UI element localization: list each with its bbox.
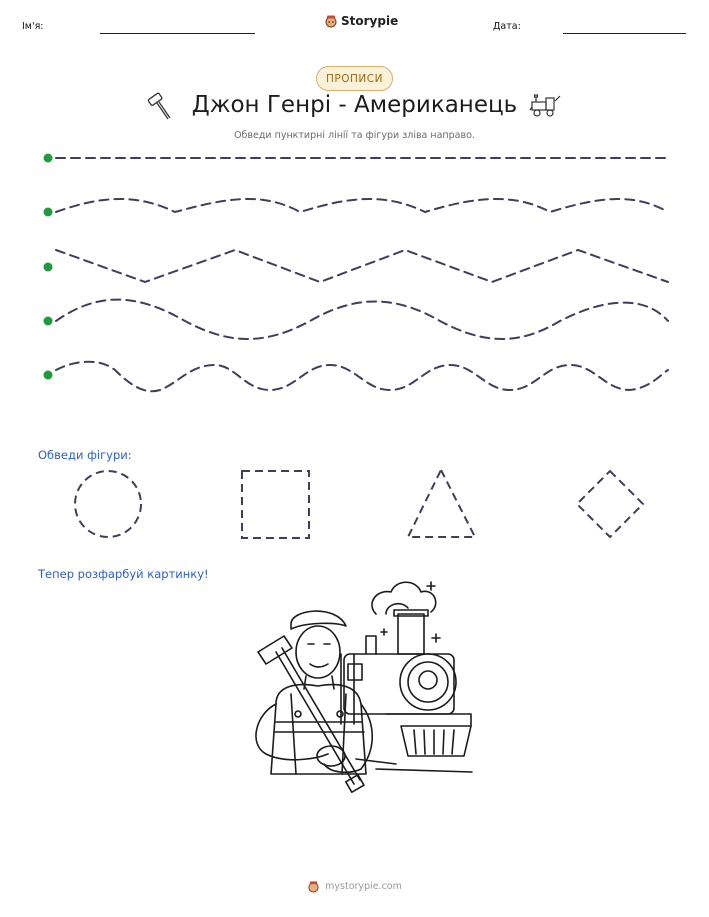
storypie-mascot-icon [324,14,338,28]
name-write-line[interactable] [100,33,255,34]
tracing-area [0,140,709,400]
shapes-section-label: Обведи фігури: [38,448,132,462]
tracing-line-bumpy-wave[interactable] [56,362,668,392]
trace-square[interactable] [242,471,309,538]
tracing-line-zigzag[interactable] [56,250,668,282]
start-dot [44,371,53,380]
date-label: Дата: [493,21,521,32]
tracing-line-wave[interactable] [56,199,668,212]
trace-circle[interactable] [75,471,141,537]
date-write-line[interactable] [563,33,686,34]
trace-diamond[interactable] [577,471,643,537]
brand-logo [324,14,398,28]
coloring-picture[interactable] [236,574,476,794]
start-dot [44,154,53,163]
locomotive-icon [528,93,562,123]
storypie-mascot-icon [307,880,320,893]
start-dot [44,263,53,272]
trace-triangle[interactable] [408,470,475,537]
worksheet-type-badge: ПРОПИСИ [316,66,393,91]
shapes-area [0,466,709,546]
start-dot [44,317,53,326]
instructions-text: Обведи пунктирні лінії та фігури зліва направо. [234,130,475,141]
brand-name: Storypie [341,14,399,28]
tracing-line-wide-wave[interactable] [56,300,668,339]
name-label: Ім'я: [22,21,44,32]
start-dot [44,208,53,217]
coloring-section-label: Тепер розфарбуй картинку! [38,567,209,581]
page-title: Джон Генрі - Американець [191,92,518,118]
footer-site-link[interactable]: mystorypie.com [325,881,402,892]
footer [0,880,709,893]
